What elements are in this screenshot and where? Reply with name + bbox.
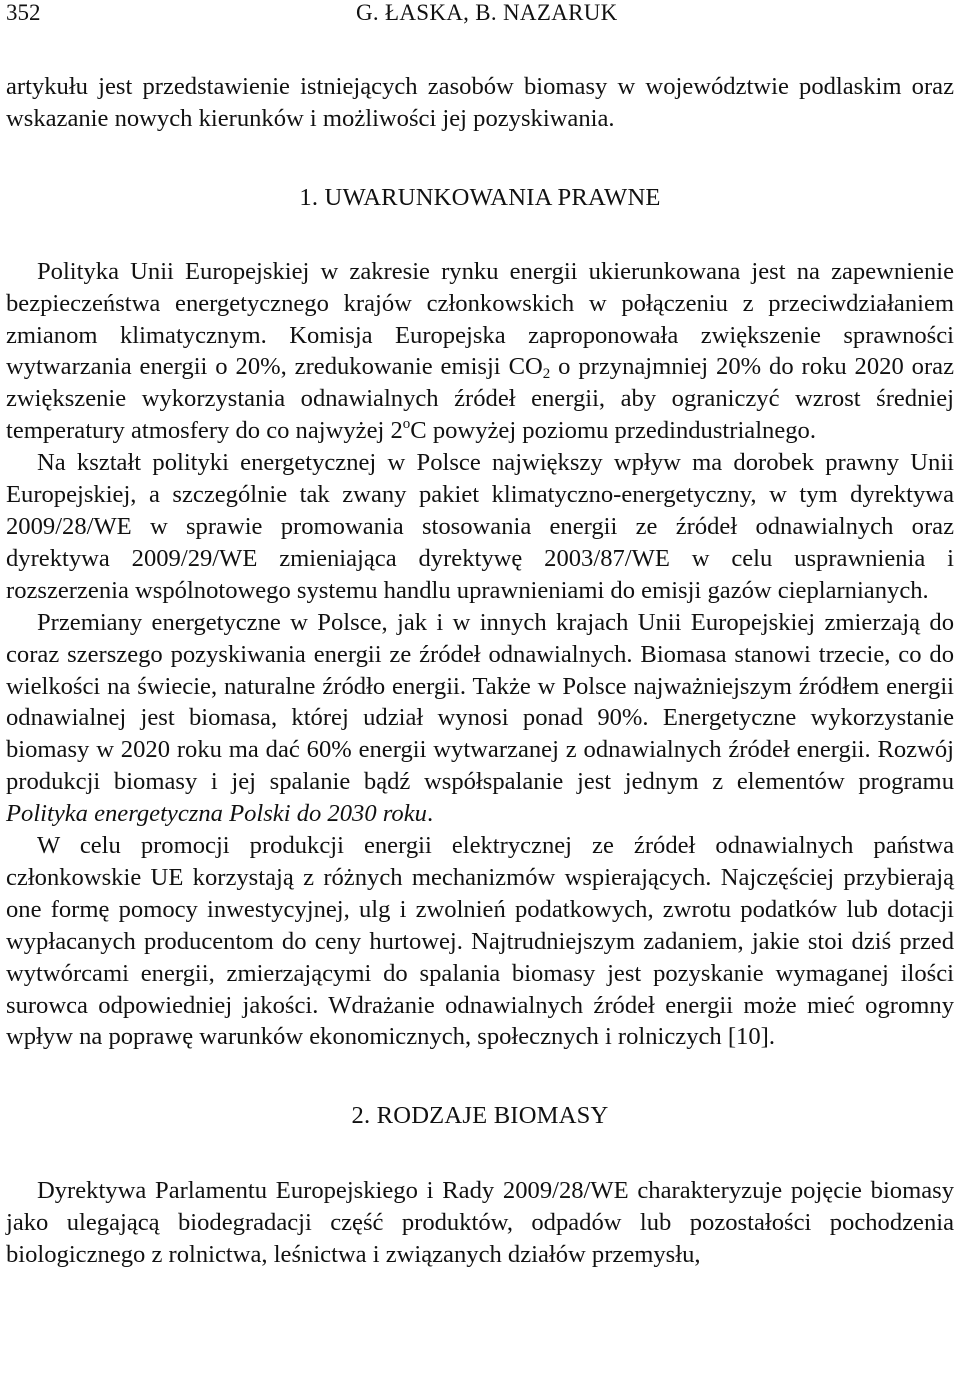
paragraph-text: Polityka Unii Europejskiej w zakresie rynku energii ukierunkowana jest na zapewnienie bezpieczeństwa energetycznego krajów członkowskich w połączeniu z przeciwdziałaniem zmianom klimatycznym. Komisja Europejska zaproponowała zwiększenie sprawności wytwarzania energii o 20%, zredukowanie emisji CO <box>6 257 954 381</box>
paragraph-text: C powyżej poziomu przedindustrialnego. <box>410 417 816 445</box>
paragraph-text: Przemiany energetyczne w Polsce, jak i w innych krajach Unii Europejskiej zmierzają do coraz szerszego pozyskiwania energii ze źródeł odnawialnych. Biomasa stanowi trzecie, co do wielkości na świecie, naturalne źródło energii. Także w Polsce najważniejszym źródłem energii odnawialnej jest biomasa, której udział wynosi ponad 90%. Energetyczne wykorzystanie biomasy w 2020 roku ma dać 60% energii wytwarzanej z odnawialnych źródeł energii. Rozwój produkcji biomasy i jej spalanie bądź współspalanie jest jednym z elementów programu <box>6 608 954 796</box>
running-header <box>6 0 954 28</box>
italic-program-title: Polityka energetyczna Polski do 2030 roku <box>6 800 427 828</box>
page-number: 352 <box>6 0 41 25</box>
paragraph-text: . <box>426 800 434 828</box>
section-heading-2: 2. RODZAJE BIOMASY <box>351 1102 609 1130</box>
degree-superscript: o <box>402 416 411 433</box>
section1-paragraph-1 <box>6 256 954 447</box>
section1-paragraph-2: Na kształt polityki energetycznej w Polsce największy wpływ ma dorobek prawny Unii Europejskiej, a szczególnie tak zwany pakiet klimatyczno-energetyczny, w tym dyrektywa 2009/28/WE w sprawie promowania stosowania energii ze źródeł odnawialnych oraz dyrektywa 2009/29/WE zmieniająca dyrektywę 2003/87/WE w celu usprawnienia i rozszerzenia wspólnotowego systemu handlu uprawnieniami do emisji gazów cieplarnianych. <box>6 449 954 604</box>
paragraph-text: o przynajmniej 20% do roku 2020 oraz zwiększenie wykorzystania odnawialnych źródeł energii, aby ograniczyć wzrost średniej temperatury atmosfery do co najwyżej 2 <box>6 353 954 445</box>
section1-paragraph-3 <box>6 607 954 830</box>
running-title: G. ŁASKA, B. NAZARUK <box>356 0 618 25</box>
section1-paragraph-4: W celu promocji produkcji energii elektrycznej ze źródeł odnawialnych państwa członkowskie UE korzystają z różnych mechanizmów wspierających. Najczęściej przybierają one formę pomocy inwestycyjnej, ulg i zwolnień podatkowych, zwrotu podatków lub dotacji wypłacanych producentom do ceny hurtowej. Najtrudniejszym zadaniem, jakie stoi dziś przed wytwórcami energii, zmierzającymi do spalania biomasy jest pozyskanie wymaganej ilości surowca odpowiedniej jakości. Wdrażanie odnawialnych źródeł energii może mieć ogromny wpływ na poprawę warunków ekonomicznych, społecznych i rolniczych [10]. <box>6 832 954 1051</box>
section-heading-1: 1. UWARUNKOWANIA PRAWNE <box>299 183 661 211</box>
subscript-2: 2 <box>542 366 551 383</box>
section2-paragraph-1: Dyrektywa Parlamentu Europejskiego i Rady 2009/28/WE charakteryzuje pojęcie biomasy jako ulegającą biodegradacji część produktów, odpadów lub pozostałości pochodzenia biologicznego z rolnictwa, leśnictwa i związanych działów przemysłu, <box>6 1177 954 1269</box>
intro-paragraph: artykułu jest przedstawienie istniejących zasobów biomasy w województwie podlaskim oraz wskazanie nowych kierunków i możliwości jej pozyskiwania. <box>6 73 954 132</box>
document-page <box>6 0 954 1271</box>
